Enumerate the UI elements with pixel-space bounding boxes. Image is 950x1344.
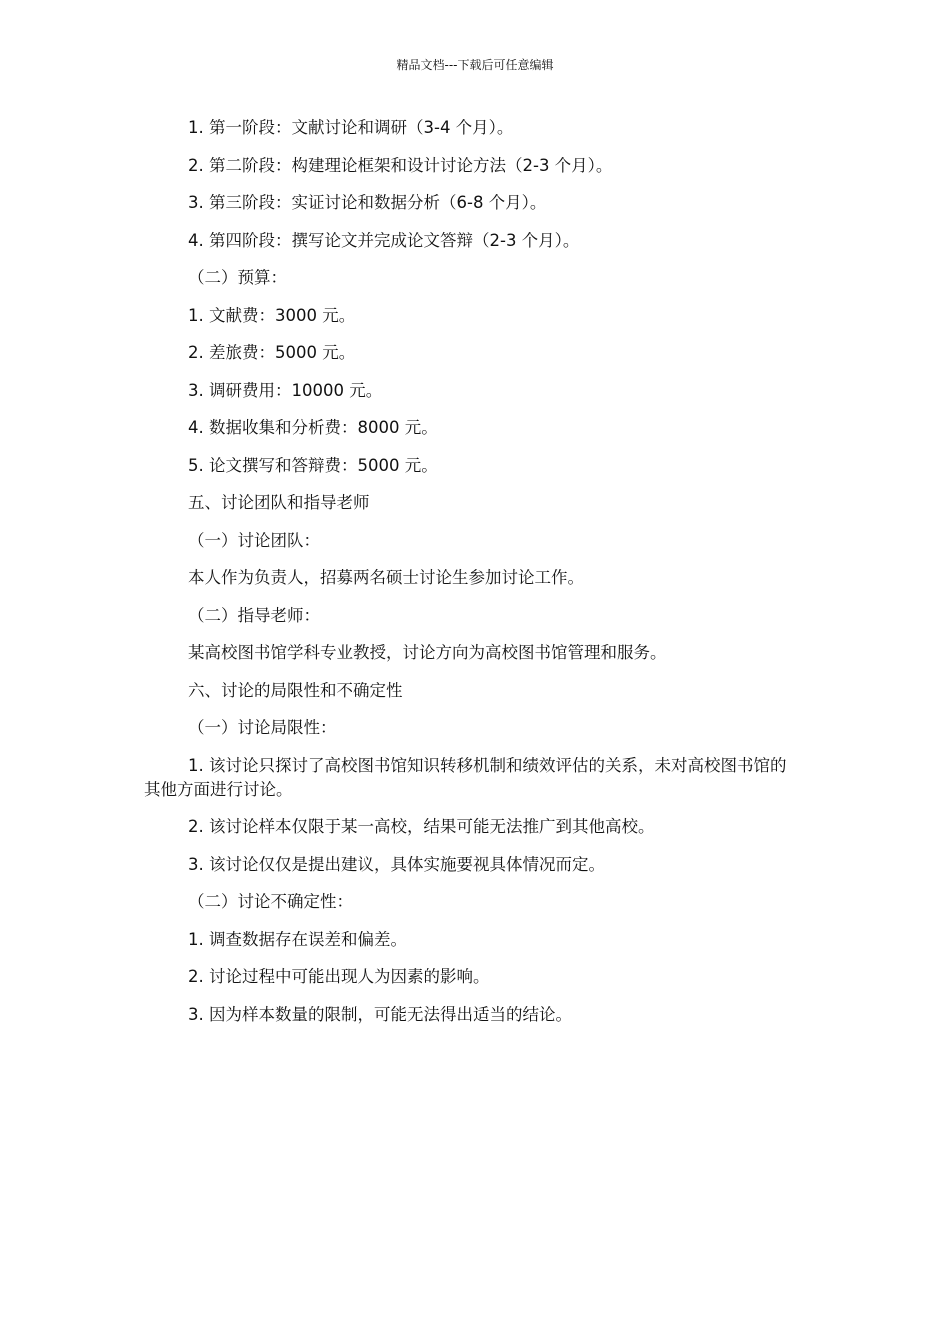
page-header: 精品文档---下载后可任意编辑 bbox=[396, 58, 554, 72]
paragraph: 5. 论文撰写和答辩费：5000 元。 bbox=[188, 455, 438, 475]
paragraph: 2. 讨论过程中可能出现人为因素的影响。 bbox=[188, 967, 490, 986]
paragraph: 1. 该讨论只探讨了高校图书馆知识转移机制和绩效评估的关系，未对高校图书馆的其他方面进行讨论。 bbox=[144, 755, 787, 799]
paragraph: 1. 调查数据存在误差和偏差。 bbox=[188, 929, 407, 949]
paragraph: 2. 该讨论样本仅限于某一高校，结果可能无法推广到其他高校。 bbox=[188, 817, 655, 836]
section-subheading: （二）指导老师： bbox=[188, 605, 320, 625]
document-body bbox=[144, 116, 800, 1040]
paragraph: 3. 第三阶段：实证讨论和数据分析（6-8 个月）。 bbox=[188, 193, 547, 212]
paragraph: 1. 第一阶段：文献讨论和调研（3-4 个月）。 bbox=[188, 118, 514, 137]
paragraph: 3. 该讨论仅仅是提出建议，具体实施要视具体情况而定。 bbox=[188, 854, 605, 874]
paragraph: 2. 差旅费：5000 元。 bbox=[188, 343, 356, 362]
section-subheading: （二）讨论不确定性： bbox=[188, 892, 353, 911]
paragraph: 本人作为负责人，招募两名硕士讨论生参加讨论工作。 bbox=[188, 568, 584, 587]
section-heading: 五、讨论团队和指导老师 bbox=[188, 493, 370, 512]
paragraph: 1. 文献费：3000 元。 bbox=[188, 305, 356, 325]
paragraph: 4. 第四阶段：撰写论文并完成论文答辩（2-3 个月）。 bbox=[188, 230, 580, 250]
section-subheading: （一）讨论团队： bbox=[188, 530, 320, 550]
paragraph: 3. 因为样本数量的限制，可能无法得出适当的结论。 bbox=[188, 1004, 572, 1024]
section-subheading: （二）预算： bbox=[188, 268, 287, 287]
section-subheading: （一）讨论局限性： bbox=[188, 718, 337, 737]
paragraph: 某高校图书馆学科专业教授，讨论方向为高校图书馆管理和服务。 bbox=[188, 643, 667, 662]
section-heading: 六、讨论的局限性和不确定性 bbox=[188, 680, 403, 700]
paragraph: 2. 第二阶段：构建理论框架和设计讨论方法（2-3 个月）。 bbox=[188, 155, 613, 175]
paragraph: 3. 调研费用：10000 元。 bbox=[188, 380, 383, 400]
paragraph: 4. 数据收集和分析费：8000 元。 bbox=[188, 418, 438, 437]
